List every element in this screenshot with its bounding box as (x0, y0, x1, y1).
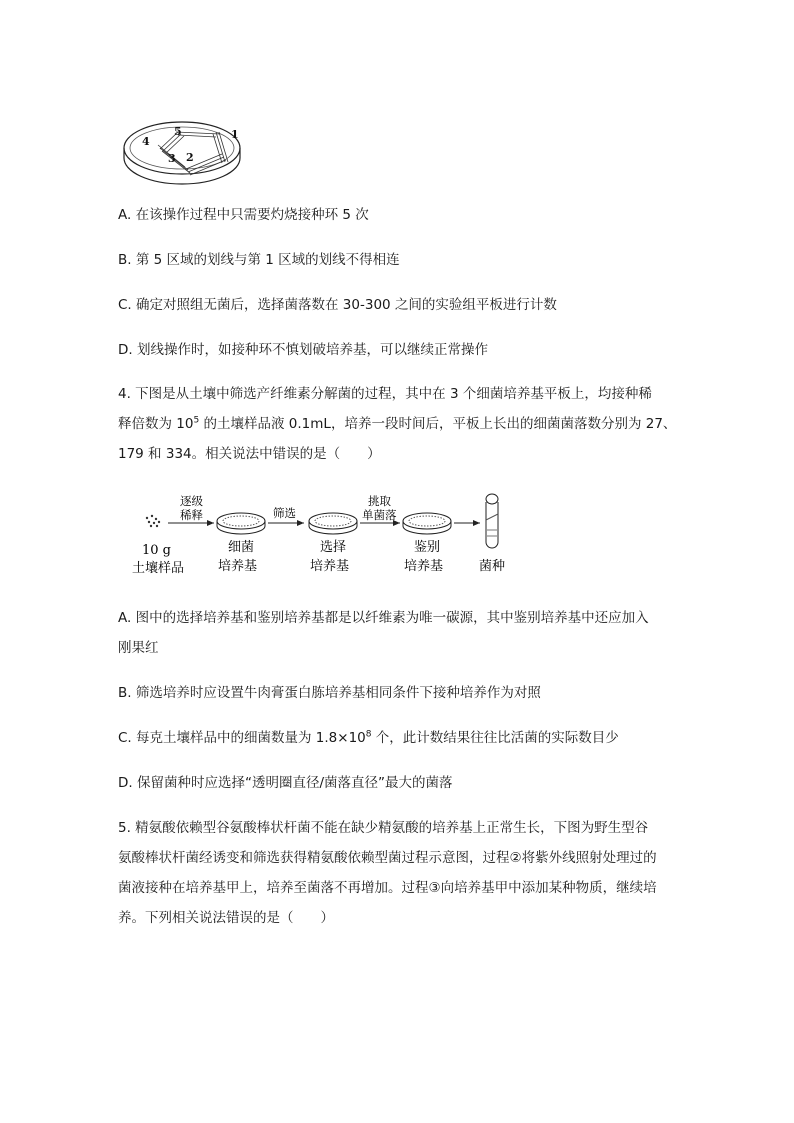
sample-label-1: 10 g (142, 543, 171, 558)
plate1-label-2: 培养基 (218, 559, 258, 574)
q5-stem-line4: 养。下列相关说法错误的是（ ） (118, 910, 334, 926)
q3-option-c: C. 确定对照组无菌后，选择菌落数在 30-300 之间的实验组平板进行计数 (118, 297, 557, 313)
q3-option-b: B. 第 5 区域的划线与第 1 区域的划线不得相连 (118, 252, 400, 268)
q4-option-b: B. 筛选培养时应设置牛肉膏蛋白胨培养基相同条件下接种培养作为对照 (118, 685, 541, 701)
selection-plate-icon (309, 513, 357, 534)
zone-label-2: 2 (186, 151, 194, 164)
plate3-label-2: 培养基 (404, 559, 444, 574)
q4-option-d: D. 保留菌种时应选择“透明圈直径/菌落直径”最大的菌落 (118, 775, 453, 791)
plate1-label-1: 细菌 (228, 540, 255, 555)
plate2-label-1: 选择 (320, 540, 347, 555)
test-tube-icon (486, 494, 498, 548)
zone-label-5: 5 (174, 125, 182, 138)
q3-option-d: D. 划线操作时，如接种环不慎划破培养基，可以继续正常操作 (118, 342, 488, 358)
arrow3-label-1: 挑取 (368, 494, 391, 508)
plate2-label-2: 培养基 (310, 559, 350, 574)
arrow3-label-2: 单菌落 (362, 508, 397, 522)
arrow1-label-1: 逐级 (180, 494, 203, 508)
q4-option-a-line1: A. 图中的选择培养基和鉴别培养基都是以纤维素为唯一碳源，其中鉴别培养基中还应加入 (118, 610, 649, 626)
q4-option-a-line2: 刚果红 (118, 640, 159, 656)
bacteria-plate-icon (217, 513, 265, 534)
q4-stem-line2: 释倍数为 $10^5$ 的土壤样品液 0.1mL，培养一段时间后，平板上长出的细菌菌落数分别为 27、 (118, 415, 677, 432)
screening-flow-diagram (132, 488, 512, 578)
q4-option-c: C. 每克土壤样品中的细菌数量为 $1.8\times 10^8$ 个，此计数结果往往比活菌的实际数目少 (118, 729, 619, 746)
soil-sample-icon (146, 515, 160, 527)
q5-stem-line3: 菌液接种在培养基甲上，培养至菌落不再增加。过程③向培养基甲中添加某种物质，继续培 (118, 880, 657, 896)
q5-stem-line1: 5. 精氨酸依赖型谷氨酸棒状杆菌不能在缺少精氨酸的培养基上正常生长，下图为野生型谷 (118, 820, 649, 836)
sample-label-2: 土壤样品 (132, 561, 185, 576)
q4-stem-line1: 4. 下图是从土壤中筛选产纤维素分解菌的过程，其中在 3 个细菌培养基平板上，均接种稀 (118, 386, 652, 402)
q4-stem-line3: 179 和 334。相关说法中错误的是（ ） (118, 446, 381, 462)
identification-plate-icon (403, 513, 451, 534)
plate3-label-1: 鉴别 (414, 540, 441, 555)
zone-label-3: 3 (168, 152, 176, 165)
streak-plate-figure (118, 108, 250, 194)
arrow1-label-2: 稀释 (180, 508, 203, 522)
zone-label-4: 4 (142, 135, 150, 148)
zone-label-1: 1 (231, 128, 239, 141)
q5-stem-line2: 氨酸棒状杆菌经诱变和筛选获得精氨酸依赖型菌过程示意图，过程②将紫外线照射处理过的 (118, 850, 657, 866)
tube-label: 菌种 (479, 559, 506, 574)
q3-option-a: A. 在该操作过程中只需要灼烧接种环 5 次 (118, 207, 369, 223)
arrow2-label: 筛选 (273, 506, 296, 520)
